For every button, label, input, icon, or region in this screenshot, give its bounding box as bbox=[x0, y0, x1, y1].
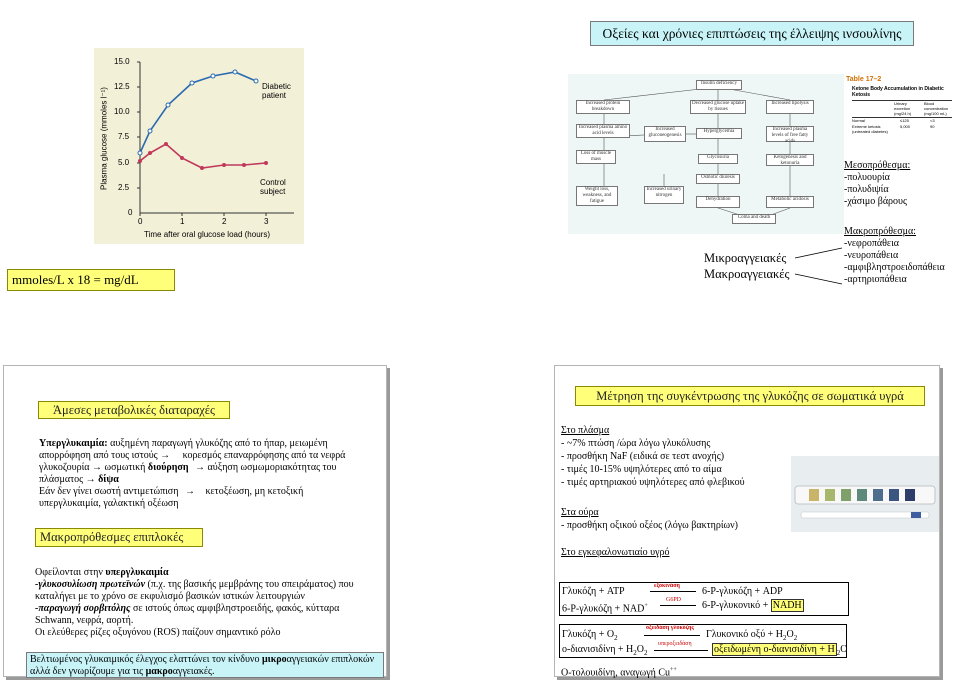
flow-gluconeo: Increased gluconeogenesis bbox=[644, 126, 686, 142]
test-strip-photo bbox=[791, 456, 939, 532]
urine-title: Στα ούρα bbox=[561, 507, 599, 518]
plasma-title: Στο πλάσμα bbox=[561, 425, 610, 436]
slide-1 bbox=[2, 2, 958, 342]
micro-label: Μικροαγγειακές bbox=[704, 251, 787, 265]
r2-left: 6-Ρ-γλυκόζη + NAD bbox=[562, 603, 645, 615]
r2-right: 6-Ρ-γλυκονικό + bbox=[702, 600, 771, 611]
flow-hyperglycemia: Hyperglycemia bbox=[696, 128, 742, 139]
conversion-badge: mmoles/L x 18 = mg/dL bbox=[7, 269, 175, 291]
plot-ytick-2-5: 2.5 bbox=[118, 183, 130, 192]
flow-glucose-uptake: Decreased glucose uptake by tissues bbox=[690, 100, 746, 114]
slide-2 bbox=[3, 365, 387, 677]
plot-ytick-10: 10.0 bbox=[114, 107, 130, 116]
p5: Schwann, νεφρά, αορτή. bbox=[35, 615, 134, 626]
r4-right-wrap: οξειδωμένη ο-διανισιδίνη + Η $_2$O bbox=[714, 644, 848, 657]
slide2-title: Άμεσες μεταβολικές διαταραχές bbox=[38, 401, 230, 419]
bottom1b: μικρο bbox=[261, 654, 287, 665]
test-strip-svg bbox=[791, 456, 939, 532]
table-row2: Extreme ketosis (untreated diabetes) bbox=[852, 124, 888, 134]
bottom2a: αλλά δεν γνωρίζουμε για τις bbox=[30, 666, 144, 677]
flow-dehydration: Dehydration bbox=[696, 196, 740, 208]
line-1: αυξημένη παραγωγή γλυκόζης από το ήπαρ, μειωμένη bbox=[110, 438, 328, 449]
plot-xlabel: Time after oral glucose load (hours) bbox=[144, 230, 270, 239]
p4a: -παραγωγή σορβιτόλης bbox=[35, 603, 131, 614]
slide-3 bbox=[554, 365, 940, 677]
flow-protein: Increased protein breakdown bbox=[576, 100, 630, 114]
plot-ytick-0: 0 bbox=[128, 208, 133, 217]
flow-amino: Increased plasma amino acid levels bbox=[576, 124, 630, 138]
p1a: Οφείλονται στην bbox=[35, 567, 103, 578]
long-term-list bbox=[844, 226, 945, 286]
plot-xtick-3: 3 bbox=[264, 217, 269, 226]
insulin-flowchart bbox=[568, 74, 844, 234]
r2-enzyme: G6PD bbox=[666, 597, 682, 603]
flow-coma: Coma and death bbox=[732, 214, 776, 224]
plasma-item: - ~7% πτώση /ώρα λόγω γλυκόλυσης bbox=[561, 438, 711, 449]
table-row2a: 5,000 bbox=[900, 124, 911, 129]
plot-xtick-2: 2 bbox=[222, 217, 227, 226]
urine-section bbox=[561, 506, 738, 532]
r3-right: Γλυκονικό οξύ + Η bbox=[706, 629, 784, 640]
hyperglycemia-text bbox=[39, 438, 345, 510]
plot-svg bbox=[94, 48, 304, 244]
r3-right-wrap: Γλυκονικό $o\xi ύ + H_2O_2$ bbox=[706, 629, 798, 642]
r3-left-wrap: $\Gamma\lambda\upsilon\kappa ό\zeta\eta + O_2$ bbox=[562, 629, 618, 642]
long-term-title-box: Μακροπρόθεσμες επιπλοκές bbox=[35, 528, 203, 547]
flow-weight: Weight loss, weakness, and fatigue bbox=[576, 186, 618, 206]
table-row2b: 90 bbox=[930, 124, 935, 129]
bottom1c: αγγειακών επιπλοκών bbox=[286, 654, 375, 665]
table-col2: Blood concentration (mg/100 mL) bbox=[924, 101, 949, 116]
p2b: (π.χ. της βασικής μεμβράνης του σπειράματος) που bbox=[147, 579, 354, 590]
bottom1a: Βελτιωμένος γλυκαιμικός έλεγχος ελαττώνει τον κίνδυνο bbox=[30, 654, 260, 665]
arrow-icon: → bbox=[160, 450, 171, 461]
plot-xtick-0: 0 bbox=[138, 217, 143, 226]
arrow-icon: → bbox=[184, 486, 195, 497]
slide1-title: Οξείες και χρόνιες επιπτώσεις της έλλειψης ινσουλίνης bbox=[590, 21, 914, 46]
line-3a: γλυκοζουρία bbox=[39, 462, 90, 473]
plot-label-control: Control subject bbox=[260, 178, 286, 196]
urine-item: - προσθήκη οξικού οξέος (λόγω βακτηρίων) bbox=[561, 520, 738, 531]
p3: καταλήγει με το χρόνο σε εκφυλισμό βασικών ιστικών λειτουργιών bbox=[35, 591, 305, 602]
p2a: -γλυκοσυλίωση πρωτεϊνών bbox=[35, 579, 146, 590]
plot-label-diabetic: Diabetic patient bbox=[262, 82, 291, 100]
plasma-item: - τιμές αρτηριακού υψηλότερες από φλεβικού bbox=[561, 477, 745, 488]
r4-arrow bbox=[654, 650, 708, 651]
long-term-text bbox=[35, 567, 354, 639]
plot-ytick-15: 15.0 bbox=[114, 57, 130, 66]
short-term-item: -χάσιμο βάρους bbox=[844, 196, 907, 207]
r4-left: ο-διανισιδίνη + Η bbox=[562, 644, 634, 655]
table-label: Table 17–2 bbox=[846, 76, 882, 83]
line-4b: δίψα bbox=[98, 474, 119, 485]
flow-insulin: Insulin deficiency bbox=[696, 80, 742, 90]
plasma-item: - τιμές 10-15% υψηλότερες από το αίμα bbox=[561, 464, 722, 475]
plasma-item: - προσθήκη NaF (ειδικά σε τεστ ανοχής) bbox=[561, 451, 725, 462]
table-title: Ketone Body Accumulation in Diabetic Ketosis bbox=[852, 86, 944, 98]
micro-macro-arrows bbox=[794, 246, 844, 286]
flow-muscle: Loss of muscle mass bbox=[576, 150, 616, 164]
nadh-highlight: NADH bbox=[772, 600, 802, 611]
flow-osmotic: Osmotic diuresis bbox=[696, 174, 740, 184]
plot-ytick-12-5: 12.5 bbox=[114, 82, 130, 91]
arrow-icon: → bbox=[195, 462, 206, 473]
p1b: υπεργλυκαιμία bbox=[105, 567, 169, 578]
table-row1: Normal bbox=[852, 118, 865, 123]
hyper-term: Υπεργλυκαιμία: bbox=[39, 438, 108, 449]
csf-title: Στο εγκεφαλονωτιαίο υγρό bbox=[561, 547, 670, 558]
bottom2c: αγγειακές. bbox=[172, 666, 215, 677]
line-6: υπεργλυκαιμία, γαλακτική οξέωση bbox=[39, 498, 179, 509]
bottom-note bbox=[26, 652, 384, 678]
r1-enzyme: εξοκινάση bbox=[654, 583, 680, 589]
long-term-title: Μακροπρόθεσμα: bbox=[844, 226, 916, 237]
r1-left: Γλυκόζη + ATP bbox=[562, 586, 625, 597]
line-3d: αύξηση ωσμωμοριακότητας του bbox=[207, 462, 337, 473]
r2-arrow bbox=[660, 605, 696, 606]
long-term-item: -αρτηριοπάθεια bbox=[844, 274, 907, 285]
r2-plus: + bbox=[644, 603, 648, 609]
flow-metabolic: Metabolic acidosis bbox=[766, 196, 814, 208]
flow-urinary-nitrogen: Increased urinary nitrogen bbox=[644, 186, 684, 204]
short-term-title: Μεσοπρόθεσμα: bbox=[844, 160, 911, 171]
r2-left-wrap bbox=[562, 600, 648, 615]
long-term-item: -αμφιβληστροειδοπάθεια bbox=[844, 262, 945, 273]
table-col1: Urinary excretion (mg/24 h) bbox=[894, 101, 912, 116]
p6: Οι ελεύθερες ρίζες οξυγόνου (ROS) παίζουν σημαντικό ρόλο bbox=[35, 627, 281, 638]
r3-left: Γλυκόζη + Ο bbox=[562, 629, 615, 640]
line-5b: κετοξέωση, μη κετοξική bbox=[205, 486, 304, 497]
r3-enzyme: οξειδάση γλυκόζης bbox=[646, 625, 694, 631]
plot-xtick-1: 1 bbox=[180, 217, 185, 226]
note-charge: ++ bbox=[670, 667, 677, 673]
arrow-icon: → bbox=[92, 462, 102, 473]
line-2a: απορρόφηση από τους ιστούς bbox=[39, 450, 158, 461]
plasma-section bbox=[561, 424, 745, 489]
flow-lipolysis: Increased lipolysis bbox=[766, 100, 814, 114]
r4-left-wrap: $o-\delta\iota\alpha\nu\iota\sigma\iota\delta ί\nu\eta + H_2O_2$ bbox=[562, 644, 648, 657]
note: Ο-τολουιδίνη, αναγωγή Cu bbox=[561, 667, 671, 679]
ketone-table bbox=[844, 76, 956, 138]
line-2b: κορεσμός επαναρρόφησης από τα νεφρά bbox=[182, 450, 346, 461]
table-row1b: <3 bbox=[930, 118, 935, 123]
short-term-item: -πολυουρία bbox=[844, 172, 890, 183]
long-term-item: -νευροπάθεια bbox=[844, 250, 899, 261]
r1-right: 6-Ρ-γλυκόζη + ADP bbox=[702, 586, 783, 597]
plot-ylabel: Plasma glucose (mmoles l⁻¹) bbox=[99, 87, 109, 190]
macro-label: Μακροαγγειακές bbox=[704, 267, 790, 281]
table-row1a: ≤125 bbox=[900, 118, 909, 123]
glucose-tolerance-plot bbox=[94, 48, 304, 244]
hexokinase-reactions bbox=[559, 582, 849, 616]
plot-ytick-7-5: 7.5 bbox=[118, 132, 130, 141]
flow-glycosuria: Glycosuria bbox=[698, 154, 738, 164]
note-wrap bbox=[561, 664, 677, 679]
arrow-icon: → bbox=[85, 474, 96, 485]
line-5a: Εάν δεν γίνει σωστή αντιμετώπιση bbox=[39, 486, 179, 497]
plot-ytick-5: 5.0 bbox=[118, 158, 130, 167]
p4b: σε ιστούς όπως αμφιβληστροειδής, φακός, κύτταρα bbox=[133, 603, 340, 614]
r1-arrow bbox=[650, 591, 696, 592]
bottom2b: μακρο bbox=[145, 666, 173, 677]
flow-ffa: Increased plasma levels of free fatty acids bbox=[766, 126, 814, 142]
r2-right-wrap bbox=[702, 600, 804, 612]
line-3b: ωσμωτική bbox=[104, 462, 146, 473]
r4-enzyme: υπεροξειδάση bbox=[658, 641, 692, 647]
line-4a: πλάσματος bbox=[39, 474, 84, 485]
slide3-title: Μέτρηση της συγκέντρωσης της γλυκόζης σε σωματικά υγρά bbox=[575, 386, 925, 406]
r4-right: οξειδωμένη ο-διανισιδίνη + Η bbox=[714, 644, 835, 655]
short-term-item: -πολυδιψία bbox=[844, 184, 889, 195]
glucose-oxidase-reactions bbox=[559, 624, 847, 658]
r3-arrow bbox=[644, 635, 700, 636]
flow-ketogenesis: Ketogenesis and ketonuria bbox=[766, 154, 814, 166]
short-term-list bbox=[844, 160, 910, 208]
line-3c: διούρηση bbox=[147, 462, 189, 473]
long-term-item: -νεφροπάθεια bbox=[844, 238, 900, 249]
